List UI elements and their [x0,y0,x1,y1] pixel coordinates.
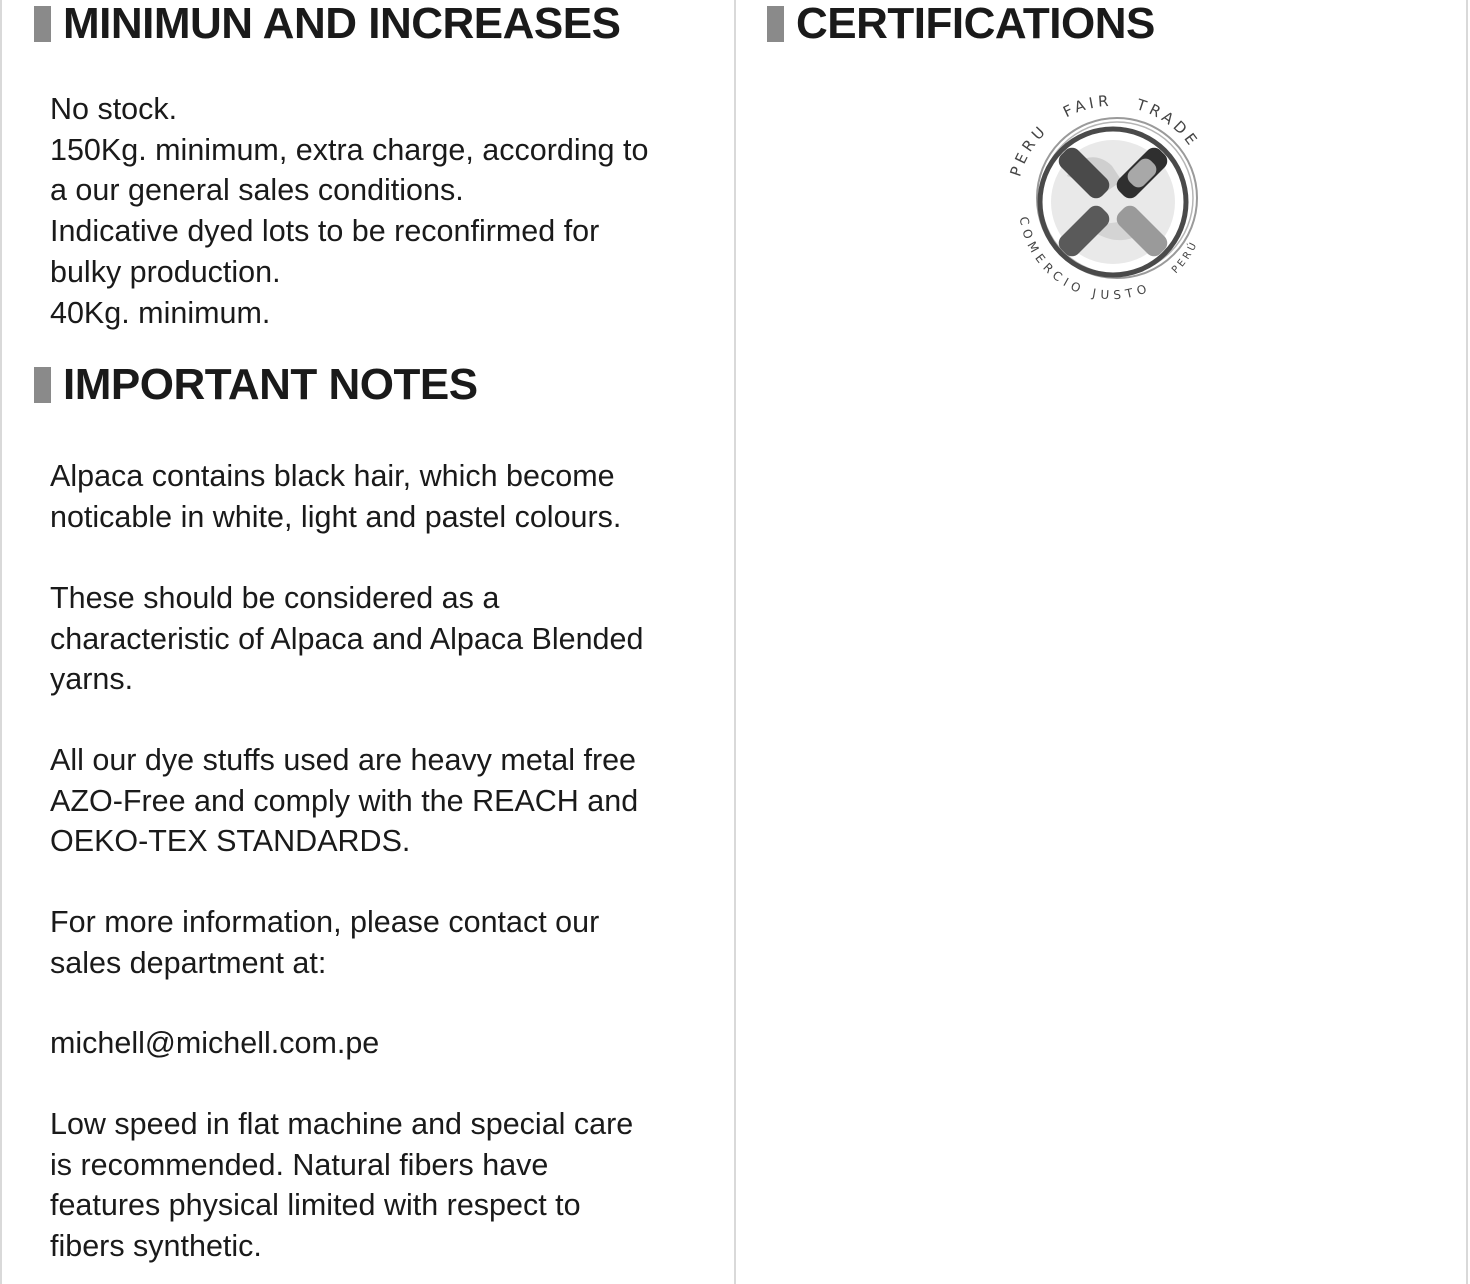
note-line: Alpaca contains black hair, which become [50,459,615,493]
note-paragraph-6 [50,1104,633,1267]
logo-text-peru: PERU [1006,120,1052,179]
minimum-line: bulky production. [50,254,281,289]
note-line: Low speed in flat machine and special care [50,1107,634,1141]
minimum-line: 40Kg. minimum. [50,295,271,330]
note-line: noticable in white, light and pastel colours. [50,499,622,534]
minimum-line: a our general sales conditions. [50,173,464,208]
note-line: For more information, please contact our [50,905,600,939]
logo-text-comercio-justo: COMERCIO JUSTO [1016,215,1154,303]
note-line: AZO-Free and comply with the REACH and [50,783,639,818]
fair-trade-peru-logo [997,86,1227,316]
note-paragraph-5 [50,1023,379,1064]
minimum-line: 150Kg. minimum, extra charge, according to [50,132,649,167]
notes-title: IMPORTANT NOTES [63,360,478,409]
note-line: These should be considered as a [50,581,500,615]
minimum-title: MINIMUN AND INCREASES [63,0,621,48]
note-line: fibers synthetic. [50,1229,262,1264]
minimum-text [50,89,648,333]
notes-heading [34,360,478,409]
logo-text-fair: FAIR [1060,91,1114,122]
logo-text-peru-small: PERÚ [1169,238,1201,276]
heading-bar [34,367,51,403]
note-paragraph-1 [50,456,621,537]
note-line: characteristic of Alpaca and Alpaca Blended [50,621,644,656]
certifications-title: CERTIFICATIONS [796,0,1155,48]
heading-bar [767,6,784,42]
svg-text:FAIR [1060,92,1113,121]
certifications-heading [767,2,1155,46]
note-line: is recommended. Natural fibers have [50,1147,549,1182]
note-paragraph-4 [50,902,599,983]
column-divider [734,0,736,1284]
contact-email[interactable]: michell@michell.com.pe [50,1026,380,1060]
minimum-line: No stock. [50,92,178,126]
heading-bar [34,6,51,42]
note-line: features physical limited with respect to [50,1188,581,1223]
note-line: yarns. [50,662,134,697]
fair-trade-logo-icon [997,86,1227,316]
svg-text:PERU [1006,120,1051,178]
note-line: All our dye stuffs used are heavy metal free [50,743,637,777]
logo-text-trade: TRADE [1134,95,1203,152]
minimum-line: Indicative dyed lots to be reconfirmed for [50,214,600,249]
left-border [0,0,2,1284]
note-line: OEKO-TEX STANDARDS. [50,824,411,859]
minimum-heading [34,2,620,46]
note-line: sales department at: [50,945,327,980]
right-border [1466,0,1468,1284]
note-paragraph-2 [50,578,643,700]
note-paragraph-3 [50,740,638,862]
